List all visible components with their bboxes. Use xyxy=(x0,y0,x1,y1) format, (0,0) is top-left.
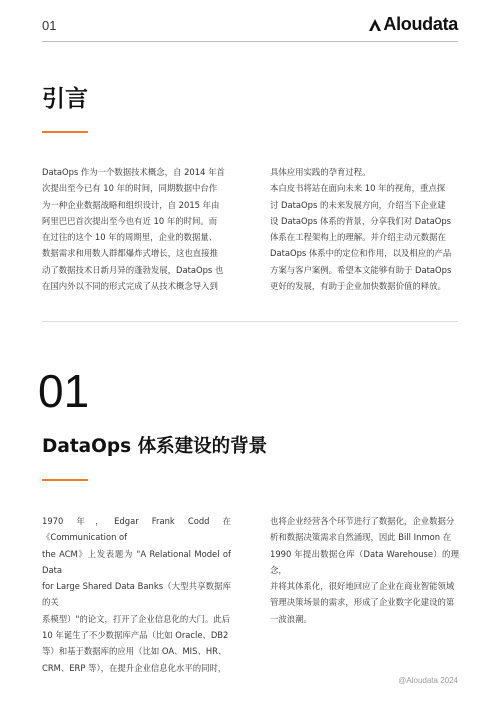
section-divider xyxy=(42,321,458,322)
aloudata-logo-icon xyxy=(368,18,382,32)
intro-right-column: 具体应用实践的孕育过程。 本白皮书将站在面向未来 10 年的视角，重点探 讨 DataOps 的未来发展方向，介绍当下企业建 设 DataOps 体系的背景，分享我们对 DataOps 体系在工程架构上的理解。并介绍主动元数据在 DataOps 体系中的定位和作用，以及相应的产品 方案与客户案例。希望本文能够有助于 DataOps 更好的发展，有助于企业加快数据价值的释放。 xyxy=(270,167,452,292)
chapter-right-column: 也将企业经营各个环节进行了数据化，企业数据分 析和数据决策需求自然涌现，因此 Bill Inmon 在 1990 年提出数据仓库（Data Warehouse）的理念， 并将其体系化，很好地回应了企业在商业智能领域 管理决策场景的需求，形成了企业数字化建设的第 一波浪潮。 xyxy=(270,516,459,624)
chapter-title: DataOps 体系建设的背景 xyxy=(42,436,268,457)
chapter-left-column: 1970 年，Edgar Frank Codd 在《Communication of the ACM》上发表题为 "A Relational Model of Data for Large Shared Data Banks（大型共享数据库的关 系模型）"的论文，打开了企业信息化的大门。此后 10 年诞生了不少数据库产品（比如 Oracle、DB2 等）和基于数据库的应用（比如 OA、MIS、HR、 CRM、ERP 等），在提升企业信息化水平的同时， xyxy=(42,516,231,673)
intro-left-column: DataOps 作为一个数据技术概念，自 2014 年首 次提出至今已有 10 年的时间，同期数据中台作 为一种企业数据战略和组织设计，自 2015 年由 阿里巴巴首次提出至今也有近 10 年的时间。而 在过往的这个 10 年的周期里，企业的数据量、 数据需求和用数人群都爆炸式增长，这也直接推 动了数据技术日新月异的蓬勃发展，DataOps 也 在国内外以不同的形式完成了从技术概念导入到 xyxy=(42,167,225,292)
footer-copyright: @Aloudata 2024 xyxy=(398,676,458,685)
brand-logo xyxy=(368,14,458,35)
intro-accent-bar xyxy=(42,131,88,133)
chapter-accent-bar xyxy=(42,479,88,481)
header-divider xyxy=(42,41,458,42)
intro-title: 引言 xyxy=(42,86,88,112)
page-number: 01 xyxy=(42,18,57,33)
chapter-number: 01 xyxy=(38,365,90,417)
logo-text: Aloudata xyxy=(383,14,458,34)
